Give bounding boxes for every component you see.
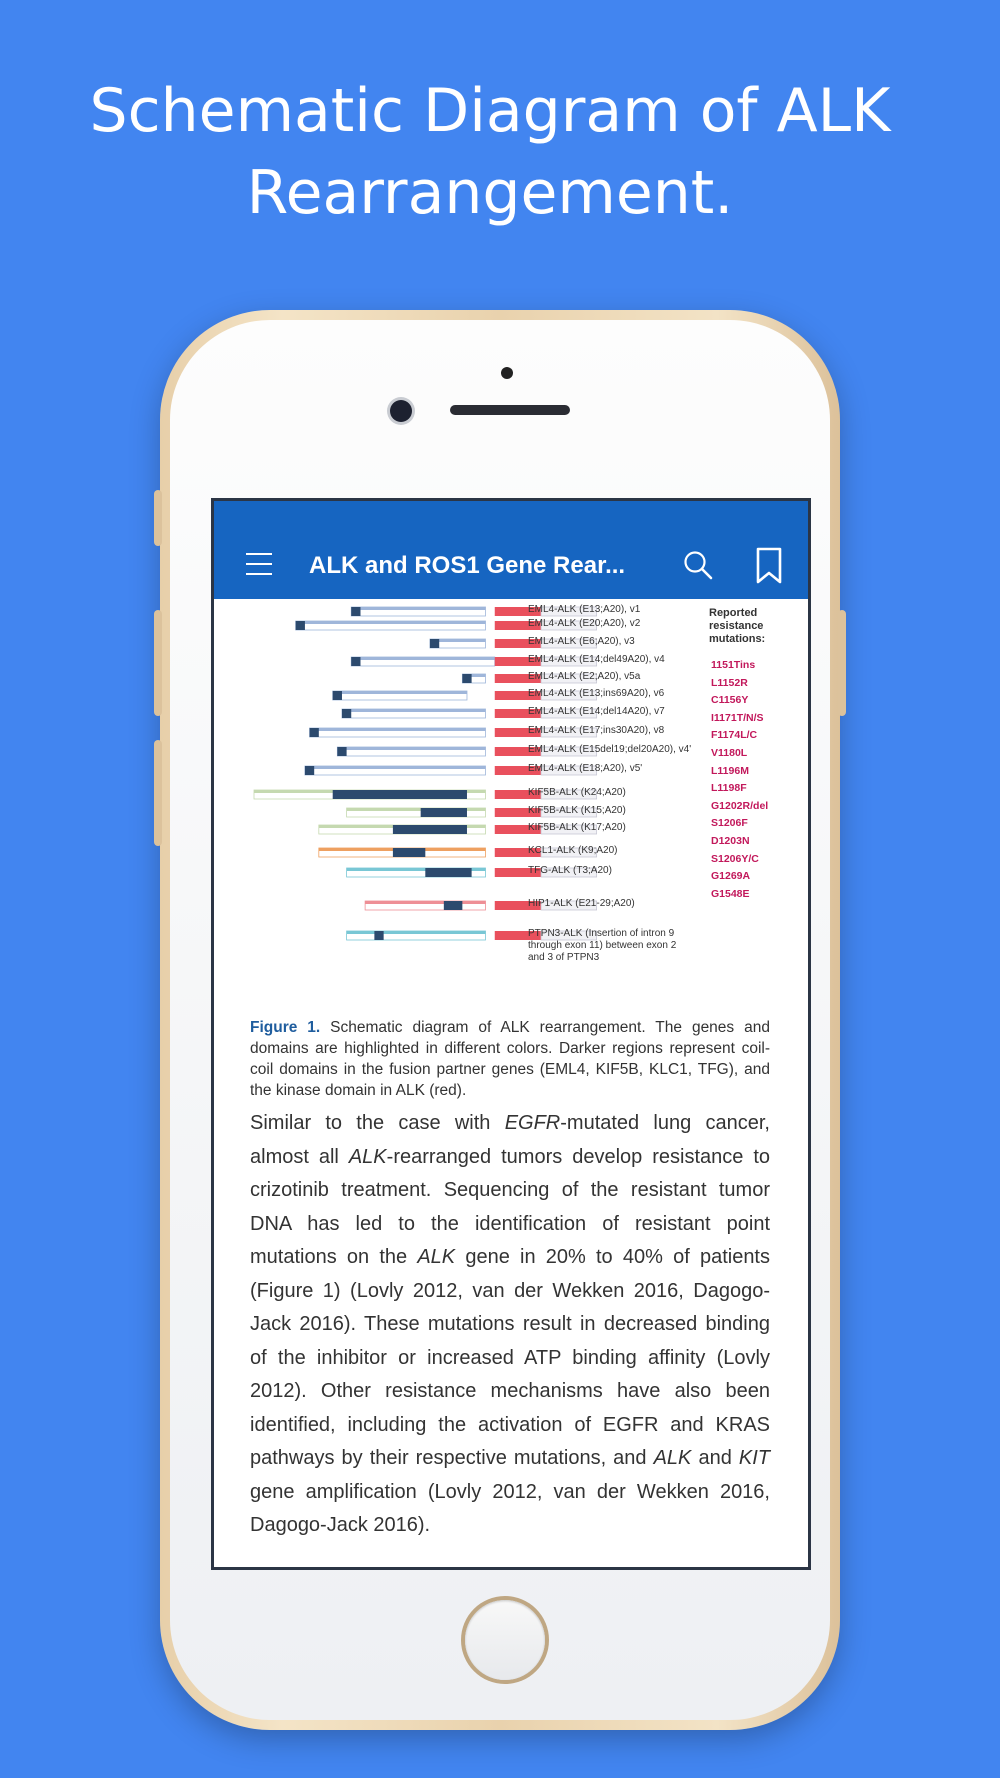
- partner-gene-fill: [310, 728, 486, 731]
- app-title: ALK and ROS1 Gene Rear...: [309, 553, 626, 579]
- fusion-label: TFG-ALK (T3;A20): [528, 865, 612, 876]
- fusion-label: EML4-ALK (E13;A20), v1: [528, 604, 641, 615]
- gene-name: EGFR: [504, 1112, 561, 1134]
- coil-coil-domain: [337, 747, 346, 756]
- earpiece-speaker: [450, 405, 570, 415]
- fusion-label: EML4-ALK (E6;A20), v3: [528, 636, 635, 647]
- front-camera: [390, 400, 412, 422]
- partner-gene-fill: [351, 657, 495, 660]
- fusion-label: EML4-ALK (E13;ins69A20), v6: [528, 688, 665, 699]
- coil-coil-domain: [342, 709, 351, 718]
- fusion-label: HIP1-ALK (E21-29;A20): [528, 898, 635, 909]
- fusion-label: EML4-ALK (E14;del49A20), v4: [528, 654, 665, 665]
- menu-icon[interactable]: [246, 553, 272, 574]
- coil-coil-domain: [333, 790, 467, 799]
- coil-coil-domain: [333, 691, 342, 700]
- body-segment: and: [691, 1447, 739, 1469]
- figure-caption-label: Figure 1.: [250, 1019, 321, 1036]
- resistance-mutation: L1196M: [711, 764, 749, 777]
- resistance-mutation: S1206Y/C: [711, 852, 759, 865]
- coil-coil-domain: [296, 621, 305, 630]
- fusion-label: EML4-ALK (E2;A20), v5a: [528, 671, 641, 682]
- resistance-mutation: G1548E: [711, 887, 750, 900]
- article-body: [250, 1107, 770, 1543]
- article-content: [214, 599, 808, 1567]
- partner-gene-fill: [337, 747, 485, 750]
- partner-gene-fill: [305, 766, 486, 769]
- resistance-mutations-title: Reported resistance mutations:: [709, 607, 766, 645]
- coil-coil-domain: [393, 825, 467, 834]
- home-button[interactable]: [465, 1600, 545, 1680]
- figure-caption-text: Schematic diagram of ALK rearrangement. The genes and domains are highlighted in different colors. Darker regions represent coil-coil domains in the fusion partner genes (EML4, KIF5B, KLC1, TFG), and the kinase domain in ALK (red).: [250, 1019, 770, 1099]
- resistance-mutation: D1203N: [711, 835, 750, 847]
- resistance-mutation: F1174L/C: [711, 729, 758, 742]
- gene-name: ALK: [653, 1447, 692, 1469]
- coil-coil-domain: [393, 848, 425, 857]
- figure-caption: [250, 1017, 770, 1101]
- partner-gene-fill: [347, 931, 486, 934]
- resistance-mutation: G1269A: [711, 870, 751, 883]
- partner-gene-fill: [296, 621, 486, 624]
- partner-gene-fill: [365, 901, 485, 904]
- resistance-mutation: V1180L: [711, 747, 748, 759]
- coil-coil-domain: [351, 657, 360, 666]
- resistance-mutation: G1202R/del: [711, 799, 769, 812]
- coil-coil-domain: [425, 868, 471, 877]
- coil-coil-domain: [462, 674, 471, 683]
- fusion-label: KIF5B-ALK (K15;A20): [528, 805, 626, 816]
- resistance-mutation: L1152R: [711, 676, 748, 689]
- coil-coil-domain: [444, 901, 463, 910]
- volume-down-button: [154, 740, 162, 846]
- body-segment: -mutated lung cancer, almost all: [250, 1112, 770, 1168]
- volume-up-button: [154, 610, 162, 716]
- partner-gene-fill: [342, 709, 486, 712]
- coil-coil-domain: [351, 607, 360, 616]
- coil-coil-domain: [310, 728, 319, 737]
- coil-coil-domain: [421, 808, 467, 817]
- body-segment: gene amplification (Lovly 2012, van der Wekken 2016, Dagogo-Jack 2016).: [250, 1480, 770, 1536]
- coil-coil-domain: [305, 766, 314, 775]
- resistance-mutation: I1171T/N/S: [711, 711, 764, 724]
- gene-name: ALK: [417, 1246, 456, 1268]
- fusion-label: EML4-ALK (E15del19;del20A20), v4': [528, 744, 692, 755]
- search-icon[interactable]: [682, 549, 714, 581]
- partner-gene-fill: [333, 691, 467, 694]
- fusion-label: KIF5B-ALK (K17;A20): [528, 822, 626, 833]
- promo-headline: Schematic Diagram of ALK Rearrangement.: [89, 76, 891, 228]
- fusion-label: EML4-ALK (E20;A20), v2: [528, 618, 641, 629]
- fusion-diagram-figure: [214, 599, 808, 1019]
- proximity-sensor: [501, 367, 513, 379]
- body-segment: Similar to the case with: [250, 1112, 505, 1134]
- fusion-label: EML4-ALK (E17;ins30A20), v8: [528, 725, 665, 736]
- resistance-mutation: C1156Y: [711, 694, 749, 707]
- coil-coil-domain: [430, 639, 439, 648]
- bookmark-icon[interactable]: [754, 547, 784, 585]
- fusion-label: KIF5B-ALK (K24;A20): [528, 787, 626, 798]
- gene-name: ALK: [348, 1145, 387, 1168]
- phone-face: [170, 320, 830, 1720]
- body-segment: -rearranged tumors develop resistance to crizotinib treatment. Sequencing of the resistant tumor DNA has led to the identification of resistant point mutations on the: [250, 1145, 771, 1268]
- body-segment: gene in 20% to 40% of patients (Figure 1) (Lovly 2012, van der Wekken 2016, Dagogo-Jack 2016). These mutations result in decreased binding of the inhibitor or increased ATP binding affinity (Lovly 2012). Other resistance mechanisms have also been identified, including the activation of EGFR and KRAS pathways by their respective mutations, and: [250, 1246, 770, 1469]
- resistance-mutation: 1151Tins: [711, 659, 756, 671]
- fusion-label: EML4-ALK (E18;A20), v5': [528, 763, 643, 774]
- resistance-mutation: S1206F: [711, 817, 748, 830]
- mute-switch: [154, 490, 162, 546]
- power-button: [838, 610, 846, 716]
- coil-coil-domain: [374, 931, 383, 940]
- fusion-label: EML4-ALK (E14;del14A20), v7: [528, 706, 665, 717]
- resistance-mutation: L1198F: [711, 782, 747, 795]
- gene-name: KIT: [738, 1447, 770, 1469]
- fusion-label: KCL1-ALK (K9;A20): [528, 845, 618, 856]
- partner-gene-fill: [351, 607, 485, 610]
- phone-frame: [160, 310, 840, 1730]
- fusion-label: PTPN3-ALK (Insertion of intron 9 through exon 11) between exon 2 and 3 of PTPN3: [528, 928, 677, 963]
- app-screen: [211, 498, 811, 1570]
- app-bar: [214, 501, 808, 599]
